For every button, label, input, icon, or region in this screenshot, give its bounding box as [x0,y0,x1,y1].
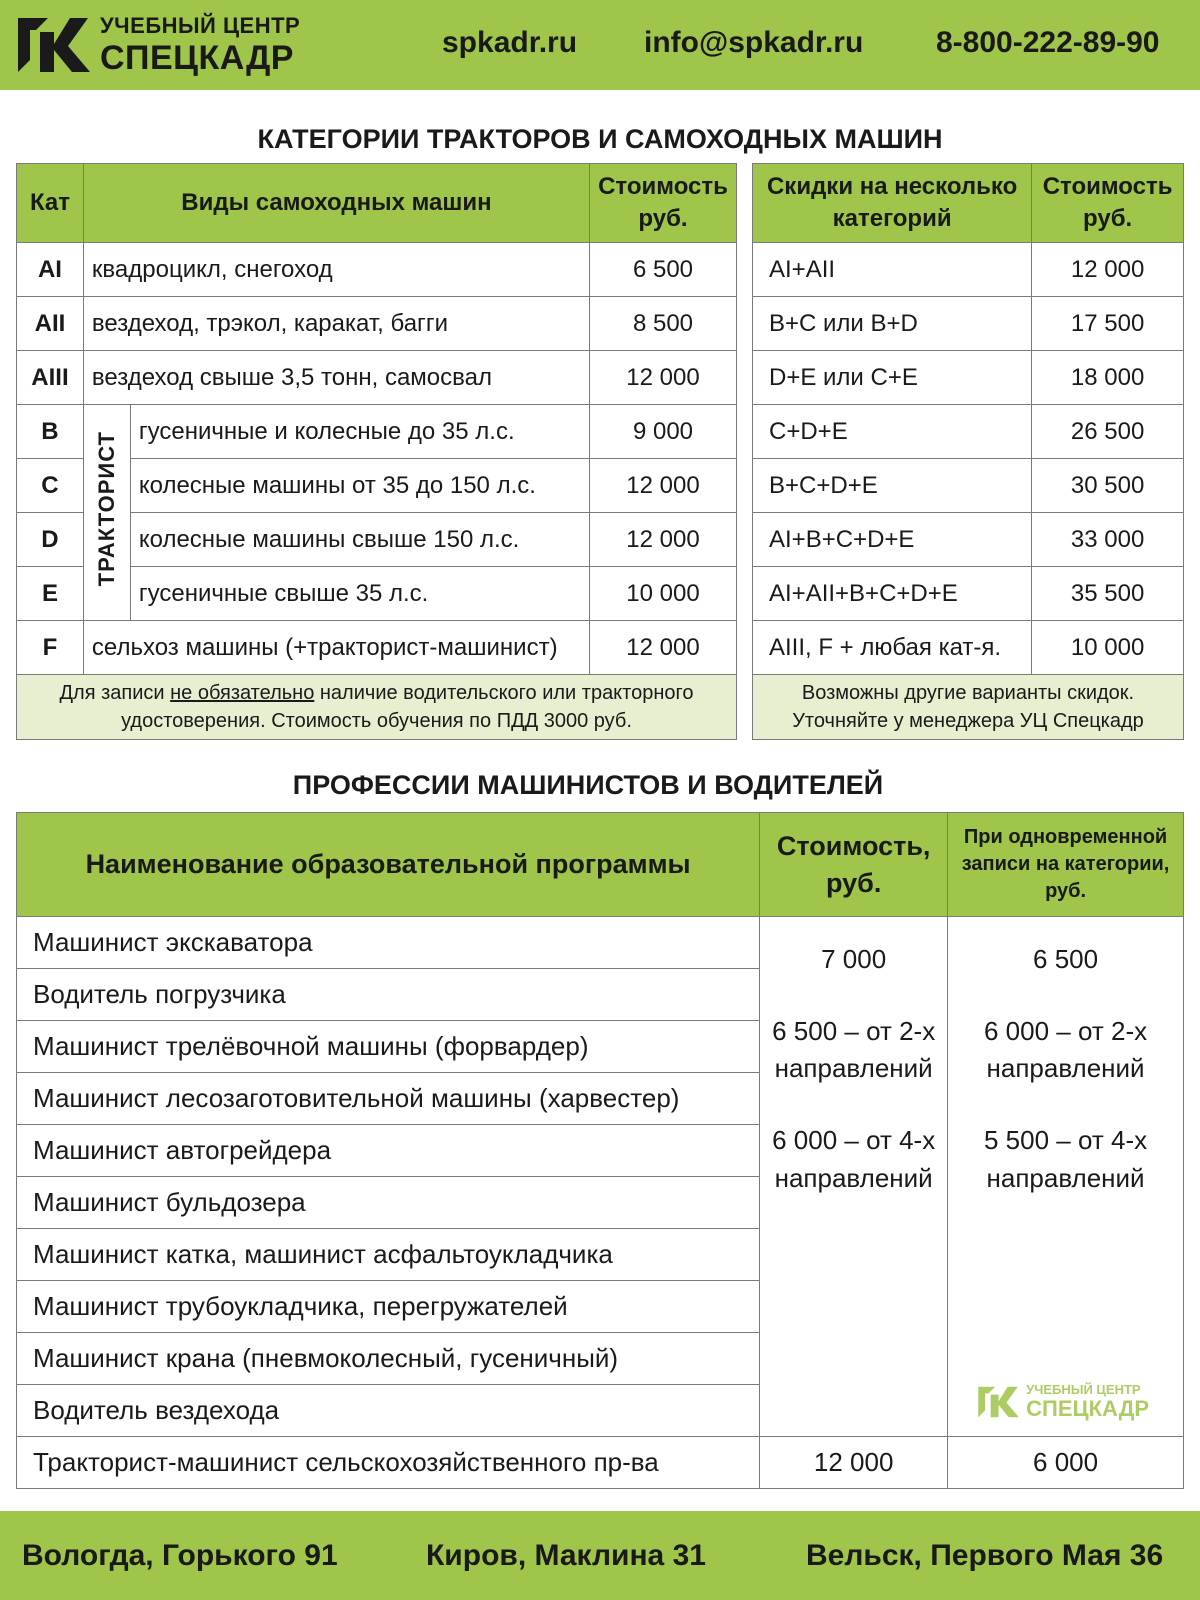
table-row [753,351,1184,405]
watermark-subtitle: УЧЕБНЫЙ ЦЕНТР [1026,1382,1141,1397]
discount-price: 18 000 [1032,351,1184,405]
cat-price: 12 000 [590,513,737,567]
discount-price: 12 000 [1032,243,1184,297]
discount-price: 17 500 [1032,297,1184,351]
cat-desc: гусеничные и колесные до 35 л.с. [130,405,589,459]
section-title-categories: КАТЕГОРИИ ТРАКТОРОВ И САМОХОДНЫХ МАШИН [257,124,943,154]
cat-price: 12 000 [590,621,737,675]
logo-subtitle: УЧЕБНЫЙ ЦЕНТР [100,13,301,38]
discount-price: 30 500 [1032,459,1184,513]
cat-desc: вездеход, трэкол, каракат, багги [83,297,589,351]
program-name: Машинист катка, машинист асфальтоукладчика [17,1229,760,1281]
cat-desc: квадроцикл, снегоход [83,243,589,297]
header-bar [0,0,1200,90]
section-title-professions: ПРОФЕССИИ МАШИНИСТОВ И ВОДИТЕЛЕЙ [292,770,884,800]
combined-cost: 6 000 [948,1437,1184,1489]
discount-combo: AIII, F + любая кат-я. [753,621,1032,675]
program-name: Машинист лесозаготовительной машины (харвестер) [17,1073,760,1125]
cat-desc: гусеничные свыше 35 л.с. [130,567,589,621]
watermark-logo-icon [976,1384,1020,1420]
cat-desc: вездеход свыше 3,5 тонн, самосвал [83,351,589,405]
program-name: Машинист автогрейдера [17,1125,760,1177]
discount-combo: B+C+D+E [753,459,1032,513]
program-name: Машинист бульдозера [17,1177,760,1229]
table-row [753,297,1184,351]
professions-table [16,812,1184,1489]
program-cost: 12 000 [760,1437,948,1489]
combined-cost-cell [948,917,1184,1437]
cat-price: 10 000 [590,567,737,621]
footer-bar [0,1511,1200,1600]
program-name: Машинист экскаватора [17,917,760,969]
table-row [753,513,1184,567]
discount-combo: AI+AII+B+C+D+E [753,567,1032,621]
program-cost-cell [760,917,948,1437]
combined-base: 6 500 [1033,944,1099,974]
cat-price: 12 000 [590,459,737,513]
cost-base: 7 000 [821,944,887,974]
table-row [753,405,1184,459]
discounts-table [752,163,1184,740]
address-kirov: Киров, Маклина 31 [426,1539,706,1572]
watermark-title: СПЕЦКАДР [1026,1396,1150,1421]
program-name: Машинист крана (пневмоколесный, гусеничный) [17,1333,760,1385]
cat-desc: сельхоз машины (+тракторист-машинист) [83,621,589,675]
email-link[interactable]: info@spkadr.ru [644,26,864,59]
header-program-cost: Стоимость, руб. [760,813,948,917]
table-row [17,351,737,405]
cat-code: C [17,459,84,513]
discount-price: 26 500 [1032,405,1184,459]
combined-from-4: 5 500 – от 4-х направлений [984,1125,1148,1193]
discount-combo: AI+B+C+D+E [753,513,1032,567]
cat-price: 8 500 [590,297,737,351]
discount-price: 33 000 [1032,513,1184,567]
program-name: Машинист трелёвочной машины (форвардер) [17,1021,760,1073]
logo [14,12,314,78]
header-type: Виды самоходных машин [83,164,589,243]
program-name: Тракторист-машинист сельскохозяйственного пр-ва [17,1437,760,1489]
header-cost: Стоимость руб. [590,164,737,243]
discount-price: 35 500 [1032,567,1184,621]
discount-combo: AI+AII [753,243,1032,297]
table-row [17,243,737,297]
table-row [17,621,737,675]
categories-table [16,163,737,740]
cat-code: B [17,405,84,459]
address-velsk: Вельск, Первого Мая 36 [806,1539,1164,1572]
discount-price: 10 000 [1032,621,1184,675]
address-vologda: Вологда, Горького 91 [22,1539,338,1572]
cost-from-4: 6 000 – от 4-х направлений [772,1125,936,1193]
cat-code: F [17,621,84,675]
header-program: Наименование образовательной программы [17,813,760,917]
header-combined-cost: При одновременной записи на категории, руб. [948,813,1184,917]
cat-desc: колесные машины свыше 150 л.с. [130,513,589,567]
cat-code: E [17,567,84,621]
table-row [17,297,737,351]
logo-title: СПЕЦКАДР [100,39,294,77]
table-row [17,1437,1184,1489]
discount-combo: D+E или C+E [753,351,1032,405]
program-name: Машинист трубоукладчика, перегружателей [17,1281,760,1333]
discount-combo: B+C или B+D [753,297,1032,351]
header-cat: Кат [17,164,84,243]
website-link[interactable]: spkadr.ru [442,26,578,59]
table-row [753,567,1184,621]
table-row [753,621,1184,675]
table-row [753,243,1184,297]
categories-note: Для записи не обязательно наличие водительского или тракторного удостоверения. Стоимость обучения по ПДД 3000 руб. [17,675,737,740]
cat-code: AI [17,243,84,297]
cat-price: 12 000 [590,351,737,405]
header-discount-cost: Стоимость руб. [1032,164,1184,243]
combined-from-2: 6 000 – от 2-х направлений [984,1015,1148,1084]
cat-code: D [17,513,84,567]
cat-code: AII [17,297,84,351]
note-emphasis: не обязательно [170,682,315,704]
program-name: Водитель погрузчика [17,969,760,1021]
table-row [17,405,737,459]
cat-price: 9 000 [590,405,737,459]
discounts-note: Возможны другие варианты скидок. Уточняйте у менеджера УЦ Спецкадр [753,675,1184,740]
program-name: Водитель вездехода [17,1385,760,1437]
table-row [753,459,1184,513]
phone-number[interactable]: 8-800-222-89-90 [936,26,1160,59]
cat-price: 6 500 [590,243,737,297]
cat-desc: колесные машины от 35 до 150 л.с. [130,459,589,513]
cat-code: AIII [17,351,84,405]
table-row [17,917,1184,969]
logo-icon [14,14,92,76]
watermark-logo [976,1383,1149,1420]
cost-from-2: 6 500 – от 2-х направлений [772,1015,936,1084]
header-combo: Скидки на несколько категорий [753,164,1032,243]
tractor-group-label: ТРАКТОРИСТ [83,405,130,621]
discount-combo: C+D+E [753,405,1032,459]
